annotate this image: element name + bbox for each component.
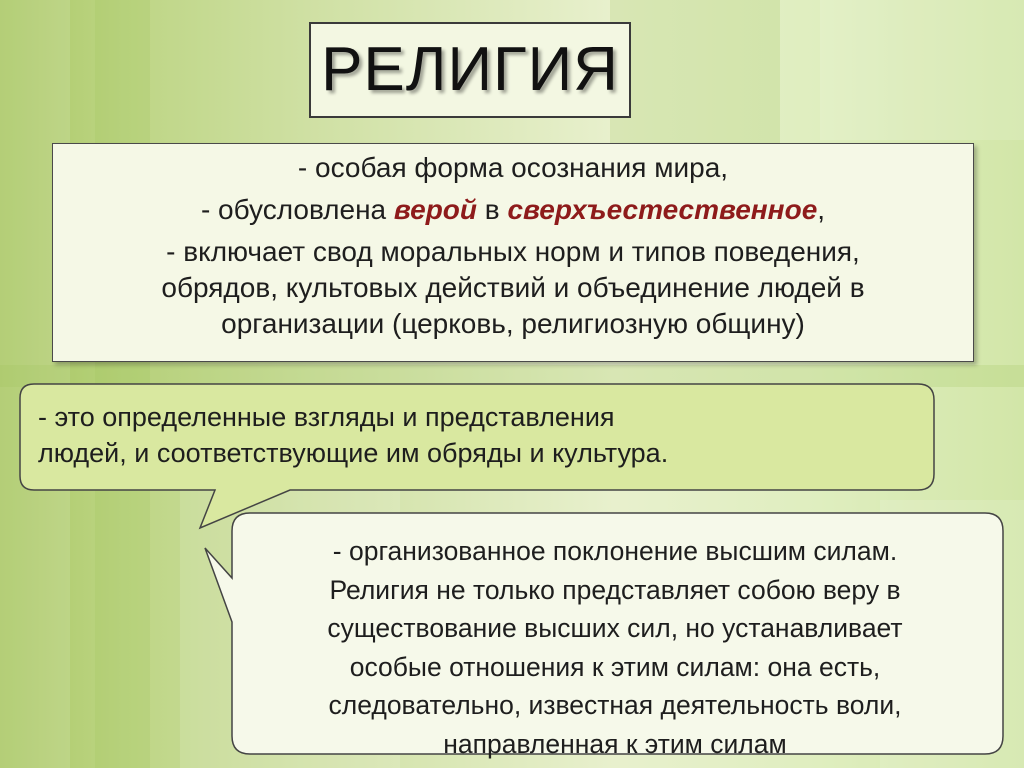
- worship-callout-line-6: направленная к этим силам: [443, 728, 787, 759]
- views-callout-line-1: - это определенные взгляды и представления: [38, 402, 615, 432]
- views-callout: [38, 399, 918, 471]
- worship-callout-line-3: существование высших сил, но устанавливает: [327, 613, 903, 643]
- definition-line-1: - особая форма осознания мира,: [297, 152, 729, 183]
- page-title: РЕЛИГИЯ: [321, 35, 619, 104]
- worship-callout-line-5: следовательно, известная деятельность воли,: [328, 690, 902, 720]
- worship-callout-line-1: - организованное поклонение высшим силам.: [332, 536, 898, 566]
- supernatural-highlight: сверхъестественное: [507, 194, 818, 225]
- definition-line-4: обрядов, культовых действий и объединение людей в: [161, 272, 865, 303]
- worship-callout: [232, 532, 998, 763]
- definition-line-5: организации (церковь, религиозную общину): [221, 308, 805, 339]
- views-callout-line-2: людей, и соответствующие им обряды и культура.: [38, 438, 669, 468]
- definition-line-2-middle: в: [477, 194, 508, 225]
- definition-line-2-suffix: ,: [817, 194, 826, 225]
- worship-callout-line-2: Религия не только представляет собою веру в: [329, 574, 901, 605]
- worship-callout-line-4: особые отношения к этим силам: она есть,: [349, 651, 881, 682]
- definition-line-3: - включает свод моральных норм и типов поведения,: [166, 236, 860, 267]
- faith-highlight: верой: [393, 194, 478, 225]
- definition-line-2-prefix: - обусловлена: [200, 194, 394, 225]
